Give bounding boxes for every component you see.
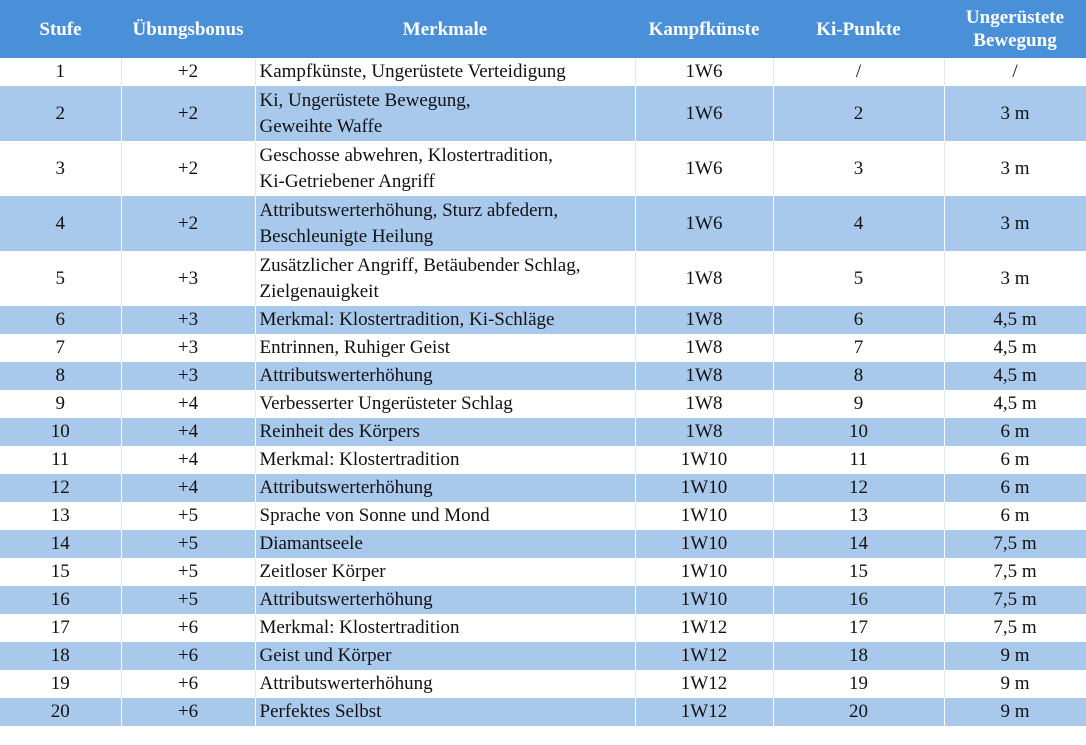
cell-bewegung: 3 m (944, 196, 1086, 251)
cell-ki-punkte: 7 (773, 334, 944, 362)
cell-stufe: 14 (0, 530, 121, 558)
cell-ki-punkte: / (773, 58, 944, 86)
cell-ki-punkte: 15 (773, 558, 944, 586)
table-row (0, 86, 1086, 141)
cell-merkmale: Attributswerterhöhung (255, 586, 635, 614)
cell-ki-punkte: 20 (773, 698, 944, 726)
cell-uebungsbonus: +3 (121, 362, 255, 390)
cell-ki-punkte: 4 (773, 196, 944, 251)
cell-bewegung: 7,5 m (944, 586, 1086, 614)
cell-kampfkuenste: 1W10 (635, 446, 773, 474)
cell-uebungsbonus: +3 (121, 334, 255, 362)
table-body (0, 58, 1086, 726)
cell-uebungsbonus: +6 (121, 670, 255, 698)
table-row (0, 698, 1086, 726)
cell-kampfkuenste: 1W12 (635, 698, 773, 726)
cell-kampfkuenste: 1W8 (635, 362, 773, 390)
cell-kampfkuenste: 1W10 (635, 502, 773, 530)
cell-kampfkuenste: 1W8 (635, 418, 773, 446)
cell-bewegung: 9 m (944, 698, 1086, 726)
cell-ki-punkte: 2 (773, 86, 944, 141)
cell-bewegung: 3 m (944, 86, 1086, 141)
table-row (0, 306, 1086, 334)
cell-kampfkuenste: 1W6 (635, 196, 773, 251)
cell-uebungsbonus: +2 (121, 58, 255, 86)
cell-kampfkuenste: 1W8 (635, 390, 773, 418)
cell-kampfkuenste: 1W12 (635, 642, 773, 670)
cell-merkmale: Zusätzlicher Angriff, Betäubender Schlag, Zielgenauigkeit (255, 251, 635, 306)
cell-kampfkuenste: 1W6 (635, 58, 773, 86)
cell-ki-punkte: 12 (773, 474, 944, 502)
table-row (0, 474, 1086, 502)
cell-merkmale: Merkmal: Klostertradition (255, 446, 635, 474)
cell-merkmale: Merkmal: Klostertradition, Ki-Schläge (255, 306, 635, 334)
cell-merkmale: Geist und Körper (255, 642, 635, 670)
cell-merkmale: Attributswerterhöhung, Sturz abfedern, Beschleunigte Heilung (255, 196, 635, 251)
cell-stufe: 3 (0, 141, 121, 196)
table-row (0, 58, 1086, 86)
cell-bewegung: 6 m (944, 418, 1086, 446)
cell-bewegung: 9 m (944, 670, 1086, 698)
cell-uebungsbonus: +6 (121, 614, 255, 642)
header-kampfkuenste: Kampfkünste (635, 0, 773, 58)
cell-merkmale: Zeitloser Körper (255, 558, 635, 586)
table-row (0, 141, 1086, 196)
cell-uebungsbonus: +3 (121, 306, 255, 334)
cell-bewegung: 7,5 m (944, 558, 1086, 586)
cell-uebungsbonus: +5 (121, 586, 255, 614)
cell-ki-punkte: 11 (773, 446, 944, 474)
cell-stufe: 2 (0, 86, 121, 141)
table-row (0, 642, 1086, 670)
cell-merkmale: Ki, Ungerüstete Bewegung, Geweihte Waffe (255, 86, 635, 141)
cell-stufe: 18 (0, 642, 121, 670)
cell-bewegung: / (944, 58, 1086, 86)
cell-merkmale: Attributswerterhöhung (255, 670, 635, 698)
cell-bewegung: 3 m (944, 251, 1086, 306)
cell-kampfkuenste: 1W10 (635, 530, 773, 558)
cell-uebungsbonus: +6 (121, 698, 255, 726)
cell-uebungsbonus: +2 (121, 196, 255, 251)
cell-kampfkuenste: 1W8 (635, 306, 773, 334)
cell-ki-punkte: 9 (773, 390, 944, 418)
cell-stufe: 17 (0, 614, 121, 642)
cell-merkmale: Verbesserter Ungerüsteter Schlag (255, 390, 635, 418)
cell-ki-punkte: 17 (773, 614, 944, 642)
cell-stufe: 8 (0, 362, 121, 390)
cell-ki-punkte: 14 (773, 530, 944, 558)
cell-stufe: 10 (0, 418, 121, 446)
cell-bewegung: 3 m (944, 141, 1086, 196)
cell-bewegung: 6 m (944, 446, 1086, 474)
table-row (0, 390, 1086, 418)
table-row (0, 586, 1086, 614)
cell-stufe: 15 (0, 558, 121, 586)
cell-ki-punkte: 8 (773, 362, 944, 390)
cell-stufe: 1 (0, 58, 121, 86)
header-bewegung: Ungerüstete Bewegung (944, 0, 1086, 58)
cell-uebungsbonus: +5 (121, 502, 255, 530)
cell-ki-punkte: 13 (773, 502, 944, 530)
cell-kampfkuenste: 1W6 (635, 86, 773, 141)
cell-merkmale: Kampfkünste, Ungerüstete Verteidigung (255, 58, 635, 86)
cell-stufe: 13 (0, 502, 121, 530)
cell-merkmale: Reinheit des Körpers (255, 418, 635, 446)
table-row (0, 251, 1086, 306)
cell-ki-punkte: 16 (773, 586, 944, 614)
cell-merkmale: Attributswerterhöhung (255, 474, 635, 502)
cell-bewegung: 7,5 m (944, 530, 1086, 558)
cell-ki-punkte: 6 (773, 306, 944, 334)
header-stufe: Stufe (0, 0, 121, 58)
cell-uebungsbonus: +4 (121, 474, 255, 502)
cell-kampfkuenste: 1W10 (635, 474, 773, 502)
cell-bewegung: 6 m (944, 474, 1086, 502)
cell-merkmale: Sprache von Sonne und Mond (255, 502, 635, 530)
cell-uebungsbonus: +5 (121, 530, 255, 558)
cell-uebungsbonus: +5 (121, 558, 255, 586)
cell-ki-punkte: 5 (773, 251, 944, 306)
cell-stufe: 12 (0, 474, 121, 502)
cell-ki-punkte: 10 (773, 418, 944, 446)
cell-stufe: 19 (0, 670, 121, 698)
cell-merkmale: Diamantseele (255, 530, 635, 558)
cell-merkmale: Geschosse abwehren, Klostertradition, Ki-Getriebener Angriff (255, 141, 635, 196)
cell-bewegung: 4,5 m (944, 390, 1086, 418)
cell-kampfkuenste: 1W8 (635, 251, 773, 306)
table-row (0, 446, 1086, 474)
cell-ki-punkte: 19 (773, 670, 944, 698)
table-row (0, 418, 1086, 446)
table-header (0, 0, 1086, 58)
table-row (0, 196, 1086, 251)
cell-kampfkuenste: 1W8 (635, 334, 773, 362)
header-ki-punkte: Ki-Punkte (773, 0, 944, 58)
cell-bewegung: 4,5 m (944, 306, 1086, 334)
cell-kampfkuenste: 1W10 (635, 586, 773, 614)
cell-bewegung: 7,5 m (944, 614, 1086, 642)
table-row (0, 502, 1086, 530)
table-row (0, 334, 1086, 362)
table-row (0, 670, 1086, 698)
header-uebungsbonus: Übungsbonus (121, 0, 255, 58)
header-row (0, 0, 1086, 58)
cell-bewegung: 9 m (944, 642, 1086, 670)
table-row (0, 362, 1086, 390)
cell-bewegung: 4,5 m (944, 362, 1086, 390)
cell-uebungsbonus: +3 (121, 251, 255, 306)
cell-stufe: 11 (0, 446, 121, 474)
cell-stufe: 4 (0, 196, 121, 251)
cell-kampfkuenste: 1W12 (635, 670, 773, 698)
table-row (0, 558, 1086, 586)
cell-stufe: 7 (0, 334, 121, 362)
cell-uebungsbonus: +4 (121, 418, 255, 446)
cell-merkmale: Entrinnen, Ruhiger Geist (255, 334, 635, 362)
table-row (0, 530, 1086, 558)
cell-uebungsbonus: +4 (121, 446, 255, 474)
cell-stufe: 9 (0, 390, 121, 418)
cell-kampfkuenste: 1W12 (635, 614, 773, 642)
table-row (0, 614, 1086, 642)
cell-stufe: 20 (0, 698, 121, 726)
cell-bewegung: 6 m (944, 502, 1086, 530)
cell-bewegung: 4,5 m (944, 334, 1086, 362)
cell-ki-punkte: 18 (773, 642, 944, 670)
cell-stufe: 16 (0, 586, 121, 614)
cell-kampfkuenste: 1W10 (635, 558, 773, 586)
cell-merkmale: Attributswerterhöhung (255, 362, 635, 390)
cell-uebungsbonus: +4 (121, 390, 255, 418)
cell-kampfkuenste: 1W6 (635, 141, 773, 196)
cell-uebungsbonus: +2 (121, 141, 255, 196)
cell-stufe: 5 (0, 251, 121, 306)
header-merkmale: Merkmale (255, 0, 635, 58)
cell-uebungsbonus: +2 (121, 86, 255, 141)
cell-uebungsbonus: +6 (121, 642, 255, 670)
cell-merkmale: Perfektes Selbst (255, 698, 635, 726)
cell-ki-punkte: 3 (773, 141, 944, 196)
cell-merkmale: Merkmal: Klostertradition (255, 614, 635, 642)
cell-stufe: 6 (0, 306, 121, 334)
